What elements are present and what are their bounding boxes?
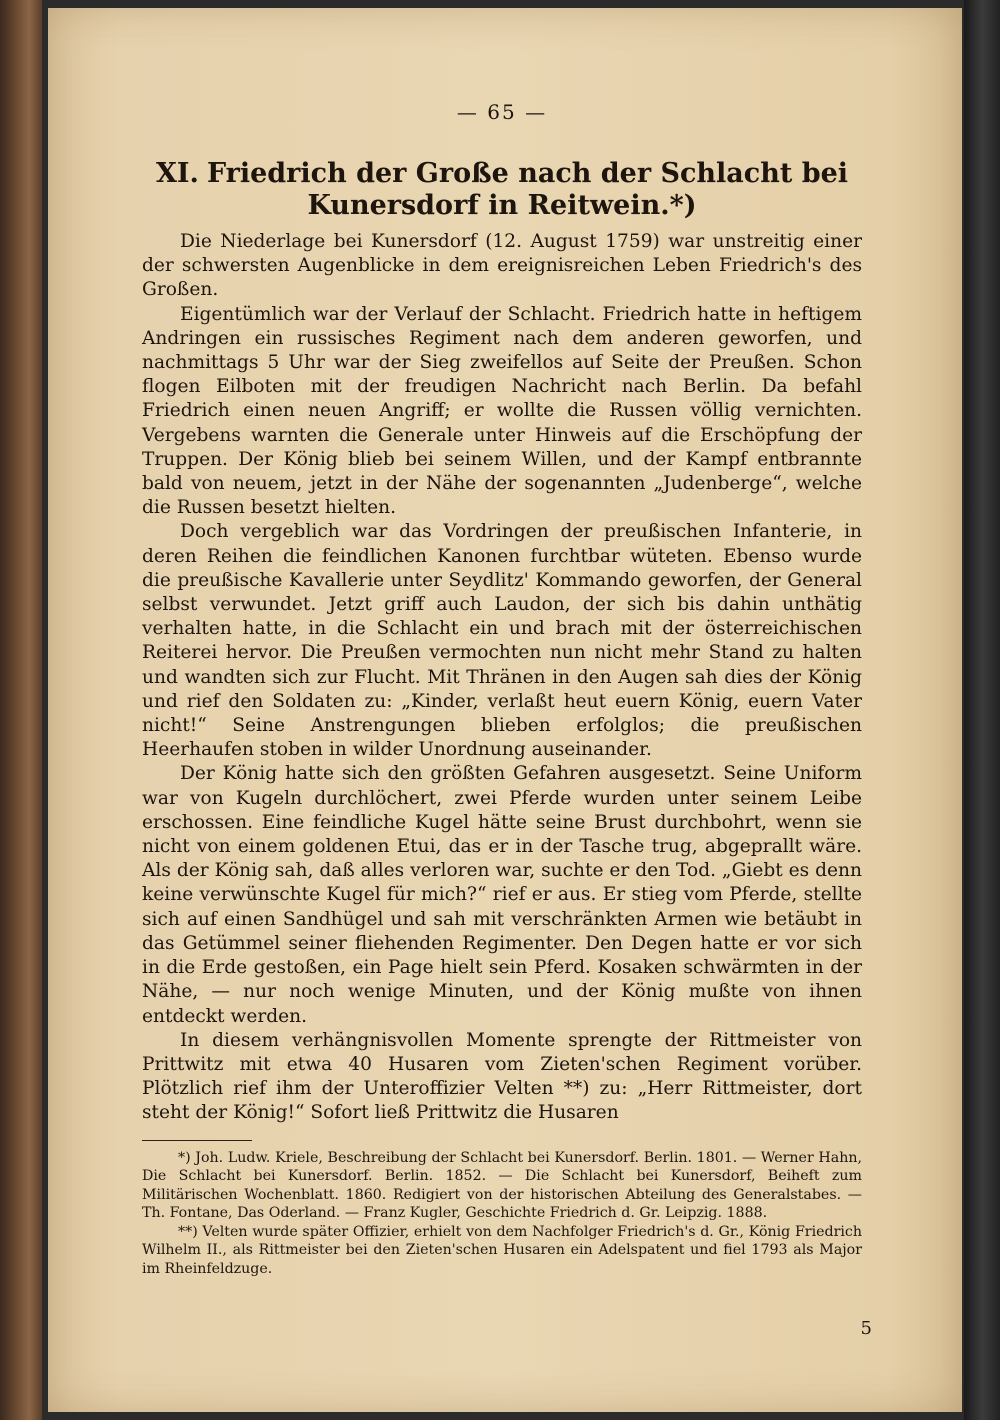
- footnote-divider: [142, 1140, 252, 1141]
- book-cover-left-edge: [0, 0, 42, 1420]
- book-page: [48, 8, 962, 1412]
- paragraph: In diesem verhängnisvollen Momente sprengte der Rittmeister von Prittwitz mit etwa 40 Husaren vom Zieten'schen Regiment vorüber. Plötzlich rief ihm der Unteroffizier Velten **) zu: „Herr Rittmeister, dort steht der König!“ Sofort ließ Prittwitz die Husaren: [142, 1029, 862, 1124]
- paragraph: Die Niederlage bei Kunersdorf (12. August 1759) war unstreitig einer der schwersten Augenblicke in dem ereignisreichen Leben Friedrich's des Großen.: [142, 231, 862, 301]
- paragraph: Doch vergeblich war das Vordringen der preußischen Infanterie, in deren Reihen die feindlichen Kanonen furchtbar wüteten. Ebenso wurde die preußische Kavallerie unter Seydlitz' Kommando geworfen, der General selbst verwundet. Jetzt griff auch Laudon, der sich bis dahin unthätig verhalten hatte, in die Schlacht ein und brach mit der österreichischen Reiterei hervor. Die Preußen vermochten nun nicht mehr Stand zu halten und wandten sich zur Flucht. Mit Thränen in den Augen sah dies der König und rief den Soldaten zu: „Kinder, verlaßt heut euern König, euern Vater nicht!“ Seine Anstrengungen blieben erfolglos; die preußischen Heerhaufen stoben in wilder Unordnung auseinander.: [142, 521, 862, 761]
- paragraph: Der König hatte sich den größten Gefahren ausgesetzt. Seine Uniform war von Kugeln durchlöchert, zwei Pferde wurden unter seinem Leibe erschossen. Eine feindliche Kugel hätte seine Brust durchbohrt, wenn sie nicht von einem goldenen Etui, das er in der Tasche trug, abgeprallt wäre. Als der König sah, daß alles verloren war, suchte er den Tod. „Giebt es denn keine verwünschte Kugel für mich?“ rief er aus. Er stieg vom Pferde, stellte sich auf einen Sandhügel und sah mit verschränkten Armen wie betäubt in das Getümmel seiner fliehenden Regimenter. Den Degen hatte er vor sich in die Erde gestoßen, ein Page hielt sein Pferd. Kosaken schwärmten in der Nähe, — nur noch wenige Minuten, und der König mußte von ihnen entdeckt werden.: [142, 763, 862, 1027]
- page-number: — 65 —: [456, 100, 548, 124]
- chapter-numeral: XI.: [155, 158, 199, 189]
- chapter-title: Friedrich der Große nach der Schlacht bei Kunersdorf in Reitwein.*): [206, 158, 849, 221]
- page-content: [142, 100, 862, 1279]
- book-cover-right-edge: [964, 0, 1000, 1420]
- paragraph: Eigentümlich war der Verlauf der Schlacht. Friedrich hatte in heftigem Andringen ein russisches Regiment nach dem anderen geworfen, und nachmittags 5 Uhr war der Sieg zweifellos auf Seite der Preußen. Schon flogen Eilboten mit der freudigen Nachricht nach Berlin. Da befahl Friedrich einen neuen Angriff; er wollte die Russen völlig vernichten. Vergebens warnten die Generale unter Hinweis auf die Erschöpfung der Truppen. Der König blieb bei seinem Willen, und der Kampf entbrannte bald von neuem, jetzt in der Nähe der sogenannten „Judenberge“, welche die Russen besetzt hielten.: [142, 303, 862, 519]
- footnote: *) Joh. Ludw. Kriele, Beschreibung der Schlacht bei Kunersdorf. Berlin. 1801. — Werner Hahn, Die Schlacht bei Kunersdorf. Berlin. 1852. — Die Schlacht bei Kunersdorf, Beiheft zum Militärischen Wochenblatt. 1860. Redigiert von der historischen Abteilung des Generalstabes. — Th. Fontane, Das Oderland. — Franz Kugler, Geschichte Friedrich d. Gr. Leipzig. 1888.: [142, 1149, 862, 1222]
- chapter-heading: [142, 158, 862, 222]
- footnote: **) Velten wurde später Offizier, erhielt von dem Nachfolger Friedrich's d. Gr., König Friedrich Wilhelm II., als Rittmeister bei den Zieten'schen Husaren ein Adelspatent und fiel 1793 als Major im Rheinfeldzuge.: [142, 1223, 862, 1278]
- signature-mark: 5: [860, 1318, 872, 1339]
